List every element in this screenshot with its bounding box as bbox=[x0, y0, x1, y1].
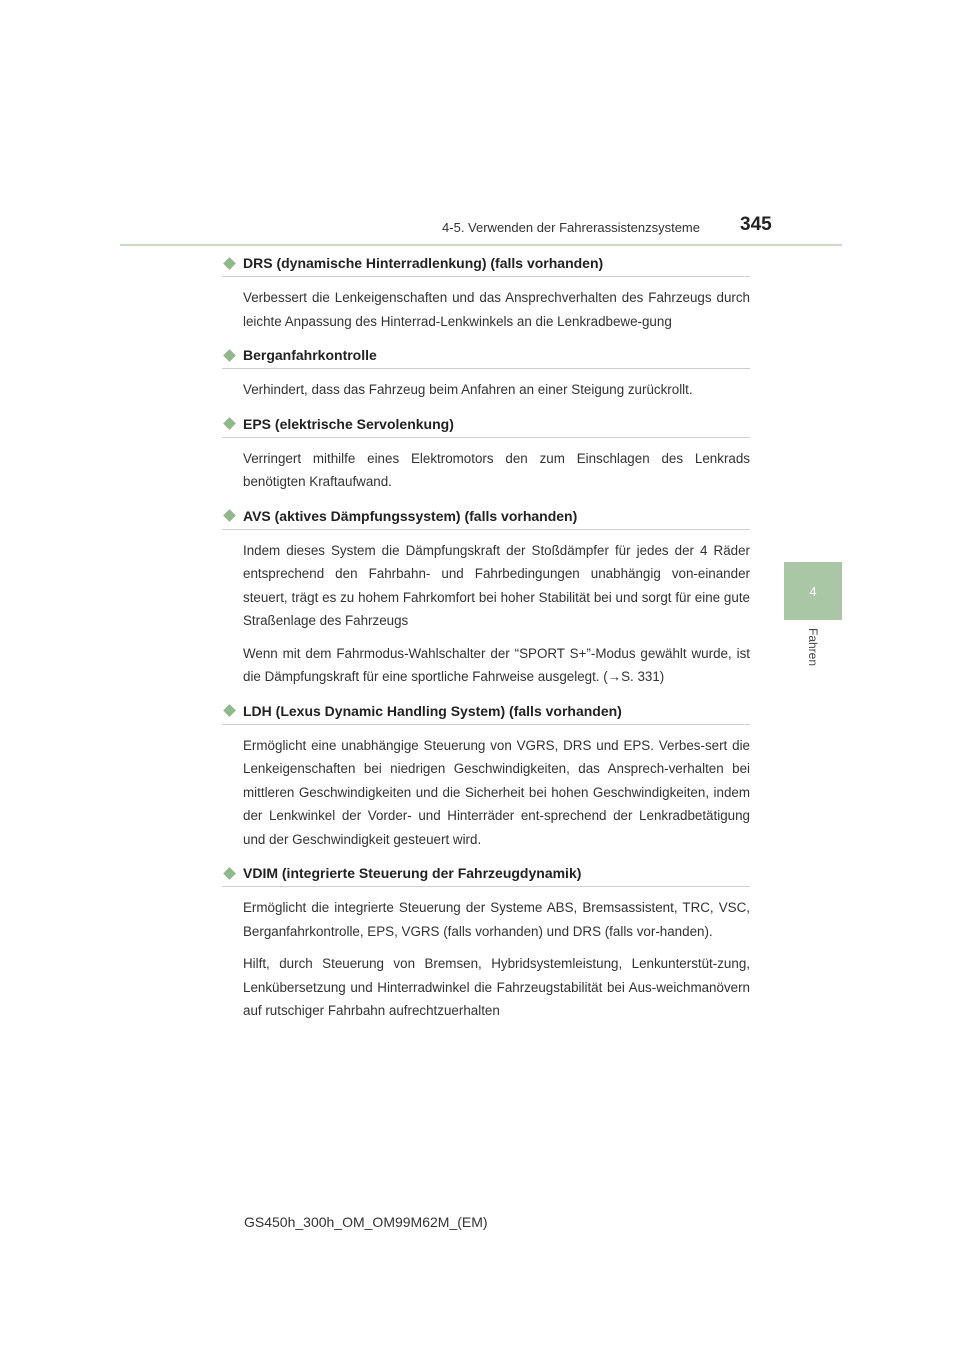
diamond-bullet-icon bbox=[223, 417, 236, 430]
section-heading-text: Berganfahrkontrolle bbox=[243, 347, 377, 363]
section-heading bbox=[222, 345, 750, 369]
section-heading bbox=[222, 506, 750, 530]
section-heading bbox=[222, 253, 750, 277]
page-number: 345 bbox=[740, 214, 772, 235]
main-content bbox=[222, 253, 750, 1035]
paragraph: Verhindert, dass das Fahrzeug beim Anfahren an einer Steigung zurückrollt. bbox=[243, 382, 693, 397]
section-eps bbox=[222, 414, 750, 494]
paragraph: Ermöglicht die integrierte Steuerung der Systeme ABS, Bremsassistent, TRC, VSC, Berganfahrkontrolle, EPS, VGRS (falls vorhanden) und DRS (falls vor-handen). bbox=[243, 900, 750, 939]
section-heading-text: VDIM (integrierte Steuerung der Fahrzeugdynamik) bbox=[243, 865, 582, 881]
paragraph: Verringert mithilfe eines Elektromotors den zum Einschlagen des Lenkrads benötigten Kraftaufwand. bbox=[243, 450, 750, 489]
section-ldh bbox=[222, 701, 750, 852]
section-title: 4-5. Verwenden der Fahrerassistenzsysteme bbox=[442, 220, 700, 235]
section-heading bbox=[222, 701, 750, 725]
paragraph: Verbessert die Lenkeigenschaften und das Ansprechverhalten des Fahrzeugs durch leichte Anpassung des Hinterrad-Lenkwinkels an die Lenkradbewe-gung bbox=[243, 290, 750, 329]
section-heading bbox=[222, 863, 750, 887]
section-avs bbox=[222, 506, 750, 689]
chapter-label: Fahren bbox=[806, 628, 820, 667]
header-divider bbox=[120, 244, 842, 246]
section-berganfahrkontrolle bbox=[222, 345, 750, 402]
section-drs bbox=[222, 253, 750, 333]
diamond-bullet-icon bbox=[223, 349, 236, 362]
section-heading-text: LDH (Lexus Dynamic Handling System) (falls vorhanden) bbox=[243, 702, 622, 719]
section-heading-text: DRS (dynamische Hinterradlenkung) (falls vorhanden) bbox=[243, 255, 604, 271]
section-heading-text: EPS (elektrische Servolenkung) bbox=[243, 415, 454, 432]
paragraph: Indem dieses System die Dämpfungskraft der Stoßdämpfer für jedes der 4 Räder entsprechend den Fahrbahn- und Fahrbedingungen unabhängig von-einander steuert, trägt es zu hohem Fahrkomfort bei hoher Stabilität bei und sorgt für eine gute Straßenlage des Fahrzeugs bbox=[243, 542, 750, 628]
diamond-bullet-icon bbox=[223, 867, 236, 880]
diamond-bullet-icon bbox=[223, 509, 236, 522]
diamond-bullet-icon bbox=[223, 257, 236, 270]
section-vdim bbox=[222, 863, 750, 1023]
section-heading bbox=[222, 414, 750, 438]
document-code: GS450h_300h_OM_OM99M62M_(EM) bbox=[244, 1214, 488, 1230]
diamond-bullet-icon bbox=[223, 704, 236, 717]
section-heading-text: AVS (aktives Dämpfungssystem) (falls vorhanden) bbox=[243, 507, 578, 524]
chapter-number: 4 bbox=[809, 583, 817, 599]
paragraph: Ermöglicht eine unabhängige Steuerung von VGRS, DRS und EPS. Verbes-sert die Lenkeigenschaften bei niedrigen Geschwindigkeiten, das Ansprech-verhalten bei mittleren Geschwindigkeiten und die Sicherheit bei hohen Geschwindigkeiten, indem der Lenkwinkel der Vorder- und Hinterräder ent-sprechend der Lenkradbetätigung und der Geschwindigkeit gesteuert wird. bbox=[243, 737, 750, 847]
paragraph: Wenn mit dem Fahrmodus-Wahlschalter der “SPORT S+”-Modus gewählt wurde, ist die Dämpfungskraft für eine sportliche Fahrweise ausgelegt. (→S. 331) bbox=[243, 645, 750, 684]
paragraph: Hilft, durch Steuerung von Bremsen, Hybridsystemleistung, Lenkunterstüt-zung, Lenkübersetzung und Hinterradwinkel die Fahrzeugstabilität bei Aus-weichmanövern auf rutschiger Fahrbahn aufrechtzuerhalten bbox=[243, 956, 750, 1018]
chapter-tab[interactable] bbox=[784, 562, 842, 620]
